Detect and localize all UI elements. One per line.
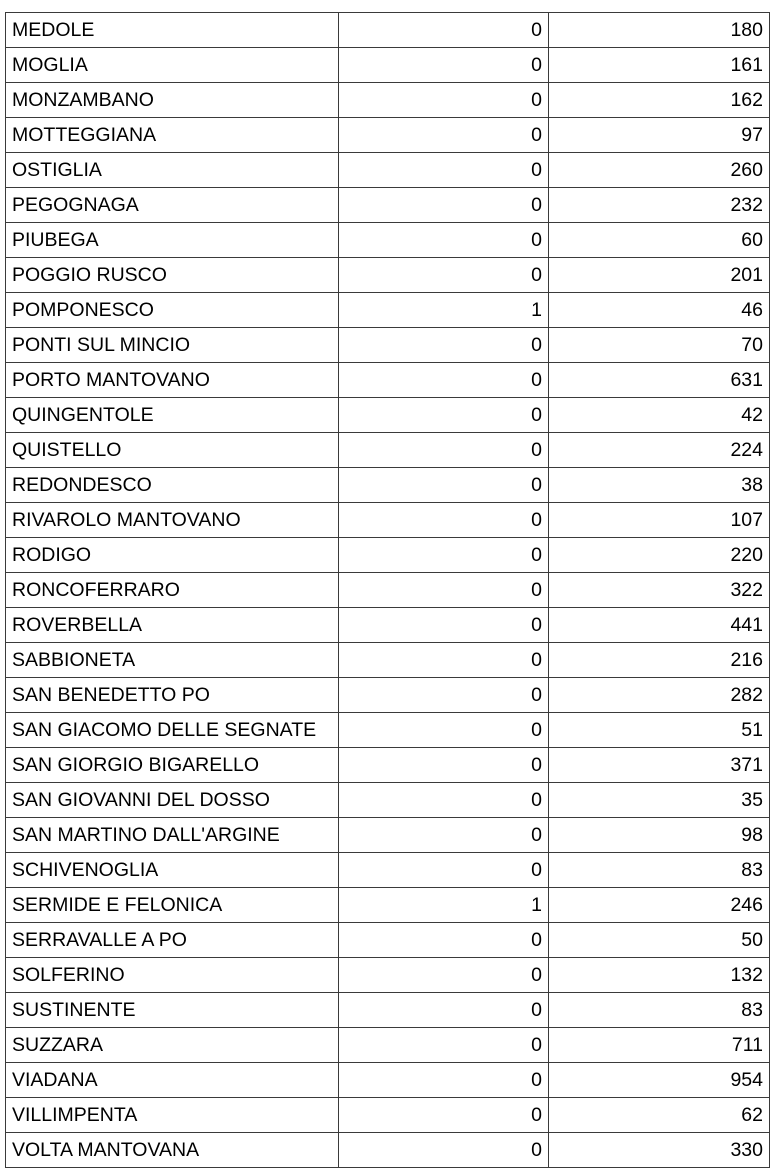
cell-value-b: 35	[549, 783, 770, 818]
cell-value-a: 0	[339, 223, 549, 258]
cell-value-b: 232	[549, 188, 770, 223]
cell-comune: SERRAVALLE A PO	[6, 923, 339, 958]
cell-value-a: 0	[339, 958, 549, 993]
cell-comune: VILLIMPENTA	[6, 1098, 339, 1133]
table-row	[6, 398, 770, 433]
cell-value-a: 1	[339, 293, 549, 328]
cell-value-a: 0	[339, 853, 549, 888]
cell-comune: MEDOLE	[6, 13, 339, 48]
cell-comune: RODIGO	[6, 538, 339, 573]
cell-value-b: 161	[549, 48, 770, 83]
table-body	[6, 13, 770, 1168]
cell-value-b: 70	[549, 328, 770, 363]
cell-value-a: 0	[339, 1133, 549, 1168]
cell-value-b: 83	[549, 853, 770, 888]
table-row	[6, 1028, 770, 1063]
cell-value-a: 0	[339, 503, 549, 538]
table-row	[6, 293, 770, 328]
table-row	[6, 1133, 770, 1168]
cell-value-b: 83	[549, 993, 770, 1028]
table-row	[6, 713, 770, 748]
table-row	[6, 923, 770, 958]
cell-comune: ROVERBELLA	[6, 608, 339, 643]
table-row	[6, 1098, 770, 1133]
cell-value-a: 0	[339, 118, 549, 153]
cell-value-b: 260	[549, 153, 770, 188]
cell-comune: PORTO MANTOVANO	[6, 363, 339, 398]
cell-comune: SAN GIACOMO DELLE SEGNATE	[6, 713, 339, 748]
cell-value-b: 62	[549, 1098, 770, 1133]
table-row	[6, 1063, 770, 1098]
table-row	[6, 643, 770, 678]
cell-value-a: 0	[339, 818, 549, 853]
table-row	[6, 678, 770, 713]
cell-value-b: 441	[549, 608, 770, 643]
cell-comune: MONZAMBANO	[6, 83, 339, 118]
cell-comune: SAN BENEDETTO PO	[6, 678, 339, 713]
cell-value-b: 50	[549, 923, 770, 958]
table-row	[6, 48, 770, 83]
cell-value-b: 322	[549, 573, 770, 608]
table-row	[6, 608, 770, 643]
table-row	[6, 888, 770, 923]
table-row	[6, 958, 770, 993]
cell-comune: SUSTINENTE	[6, 993, 339, 1028]
cell-value-b: 180	[549, 13, 770, 48]
cell-value-b: 631	[549, 363, 770, 398]
cell-value-a: 0	[339, 1063, 549, 1098]
table-row	[6, 13, 770, 48]
cell-value-b: 371	[549, 748, 770, 783]
cell-comune: VIADANA	[6, 1063, 339, 1098]
cell-value-b: 38	[549, 468, 770, 503]
cell-value-b: 132	[549, 958, 770, 993]
cell-comune: QUINGENTOLE	[6, 398, 339, 433]
cell-comune: REDONDESCO	[6, 468, 339, 503]
cell-value-b: 60	[549, 223, 770, 258]
cell-comune: PEGOGNAGA	[6, 188, 339, 223]
cell-value-a: 0	[339, 398, 549, 433]
cell-value-a: 0	[339, 258, 549, 293]
cell-comune: SOLFERINO	[6, 958, 339, 993]
table-row	[6, 328, 770, 363]
table-row	[6, 783, 770, 818]
cell-comune: MOGLIA	[6, 48, 339, 83]
cell-value-b: 162	[549, 83, 770, 118]
table-row	[6, 993, 770, 1028]
cell-value-b: 97	[549, 118, 770, 153]
cell-value-a: 0	[339, 573, 549, 608]
cell-value-b: 46	[549, 293, 770, 328]
cell-comune: SAN GIOVANNI DEL DOSSO	[6, 783, 339, 818]
cell-value-b: 282	[549, 678, 770, 713]
cell-comune: POGGIO RUSCO	[6, 258, 339, 293]
cell-comune: SUZZARA	[6, 1028, 339, 1063]
cell-value-b: 711	[549, 1028, 770, 1063]
cell-comune: POMPONESCO	[6, 293, 339, 328]
cell-comune: MOTTEGGIANA	[6, 118, 339, 153]
table-row	[6, 83, 770, 118]
cell-value-a: 0	[339, 48, 549, 83]
cell-value-b: 954	[549, 1063, 770, 1098]
data-table-container	[5, 12, 770, 1168]
cell-value-a: 0	[339, 433, 549, 468]
cell-value-b: 51	[549, 713, 770, 748]
table-row	[6, 538, 770, 573]
table-row	[6, 468, 770, 503]
cell-comune: OSTIGLIA	[6, 153, 339, 188]
table-row	[6, 573, 770, 608]
cell-value-b: 42	[549, 398, 770, 433]
cell-value-a: 0	[339, 713, 549, 748]
table-row	[6, 258, 770, 293]
cell-comune: SAN GIORGIO BIGARELLO	[6, 748, 339, 783]
cell-comune: PONTI SUL MINCIO	[6, 328, 339, 363]
cell-value-a: 0	[339, 923, 549, 958]
cell-value-a: 0	[339, 83, 549, 118]
table-row	[6, 818, 770, 853]
cell-value-b: 330	[549, 1133, 770, 1168]
table-row	[6, 153, 770, 188]
cell-comune: RIVAROLO MANTOVANO	[6, 503, 339, 538]
cell-value-a: 0	[339, 13, 549, 48]
cell-comune: SABBIONETA	[6, 643, 339, 678]
cell-value-a: 0	[339, 153, 549, 188]
cell-comune: SERMIDE E FELONICA	[6, 888, 339, 923]
cell-value-a: 0	[339, 643, 549, 678]
table-row	[6, 853, 770, 888]
cell-value-a: 0	[339, 363, 549, 398]
cell-value-a: 0	[339, 678, 549, 713]
table-row	[6, 503, 770, 538]
cell-value-a: 0	[339, 188, 549, 223]
cell-value-a: 1	[339, 888, 549, 923]
table-row	[6, 188, 770, 223]
cell-value-a: 0	[339, 538, 549, 573]
data-table	[5, 12, 770, 1168]
cell-value-b: 246	[549, 888, 770, 923]
table-row	[6, 223, 770, 258]
cell-value-a: 0	[339, 748, 549, 783]
cell-value-a: 0	[339, 608, 549, 643]
cell-comune: QUISTELLO	[6, 433, 339, 468]
cell-value-a: 0	[339, 993, 549, 1028]
cell-value-a: 0	[339, 1098, 549, 1133]
cell-comune: VOLTA MANTOVANA	[6, 1133, 339, 1168]
table-row	[6, 748, 770, 783]
cell-comune: PIUBEGA	[6, 223, 339, 258]
cell-value-b: 107	[549, 503, 770, 538]
cell-value-b: 220	[549, 538, 770, 573]
table-row	[6, 363, 770, 398]
cell-value-b: 216	[549, 643, 770, 678]
cell-value-a: 0	[339, 1028, 549, 1063]
cell-value-b: 224	[549, 433, 770, 468]
cell-comune: SAN MARTINO DALL'ARGINE	[6, 818, 339, 853]
cell-value-b: 98	[549, 818, 770, 853]
cell-value-a: 0	[339, 468, 549, 503]
cell-value-a: 0	[339, 328, 549, 363]
cell-value-b: 201	[549, 258, 770, 293]
table-row	[6, 118, 770, 153]
table-row	[6, 433, 770, 468]
cell-comune: RONCOFERRARO	[6, 573, 339, 608]
cell-comune: SCHIVENOGLIA	[6, 853, 339, 888]
cell-value-a: 0	[339, 783, 549, 818]
